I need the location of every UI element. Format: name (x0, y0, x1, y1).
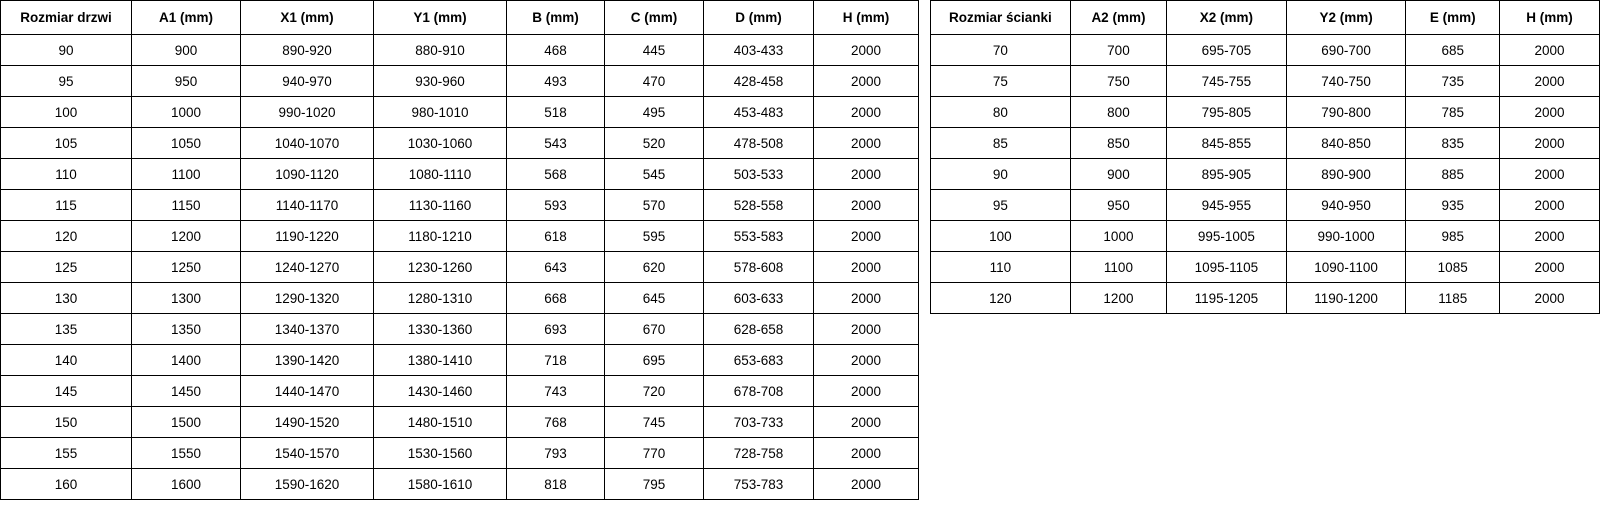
cell: 1590-1620 (241, 469, 374, 500)
cell: 653-683 (704, 345, 814, 376)
cell: 850 (1070, 128, 1166, 159)
column-header-rozmiar-scianki: Rozmiar ścianki (931, 1, 1071, 35)
cell: 1195-1205 (1167, 283, 1287, 314)
cell: 800 (1070, 97, 1166, 128)
cell: 110 (1, 159, 132, 190)
cell: 950 (132, 66, 241, 97)
cell: 470 (605, 66, 704, 97)
cell: 2000 (1500, 128, 1600, 159)
cell: 545 (605, 159, 704, 190)
cell: 135 (1, 314, 132, 345)
cell: 145 (1, 376, 132, 407)
cell: 703-733 (704, 407, 814, 438)
column-header-a2: A2 (mm) (1070, 1, 1166, 35)
column-header-a1: A1 (mm) (132, 1, 241, 35)
table-row (931, 128, 1600, 159)
cell: 785 (1406, 97, 1500, 128)
cell: 950 (1070, 190, 1166, 221)
cell: 85 (931, 128, 1071, 159)
wall-size-table-container (930, 0, 1600, 314)
cell: 745-755 (1167, 66, 1287, 97)
cell: 105 (1, 128, 132, 159)
cell: 890-900 (1286, 159, 1406, 190)
column-header-rozmiar-drzwi: Rozmiar drzwi (1, 1, 132, 35)
cell: 1440-1470 (241, 376, 374, 407)
cell: 155 (1, 438, 132, 469)
cell: 985 (1406, 221, 1500, 252)
cell: 90 (1, 35, 132, 66)
cell: 130 (1, 283, 132, 314)
cell: 100 (931, 221, 1071, 252)
cell: 1540-1570 (241, 438, 374, 469)
table-row (1, 407, 919, 438)
cell: 743 (507, 376, 605, 407)
cell: 1050 (132, 128, 241, 159)
table-row (931, 283, 1600, 314)
cell: 100 (1, 97, 132, 128)
cell: 568 (507, 159, 605, 190)
cell: 2000 (1500, 252, 1600, 283)
column-header-b: B (mm) (507, 1, 605, 35)
cell: 1330-1360 (374, 314, 507, 345)
table-row (1, 283, 919, 314)
cell: 403-433 (704, 35, 814, 66)
cell: 2000 (814, 97, 919, 128)
cell: 1490-1520 (241, 407, 374, 438)
cell: 1390-1420 (241, 345, 374, 376)
cell: 1100 (132, 159, 241, 190)
table-row (1, 252, 919, 283)
table-row (1, 376, 919, 407)
cell: 578-608 (704, 252, 814, 283)
table-row (1, 35, 919, 66)
cell: 2000 (814, 35, 919, 66)
cell: 700 (1070, 35, 1166, 66)
cell: 1080-1110 (374, 159, 507, 190)
cell: 995-1005 (1167, 221, 1287, 252)
cell: 528-558 (704, 190, 814, 221)
cell: 2000 (814, 314, 919, 345)
cell: 1190-1200 (1286, 283, 1406, 314)
cell: 2000 (814, 221, 919, 252)
cell: 695-705 (1167, 35, 1287, 66)
doors-table-header (1, 1, 919, 35)
cell: 2000 (814, 252, 919, 283)
cell: 493 (507, 66, 605, 97)
table-row (1, 159, 919, 190)
cell: 2000 (1500, 190, 1600, 221)
cell: 1095-1105 (1167, 252, 1287, 283)
table-row (1, 128, 919, 159)
column-header-d: D (mm) (704, 1, 814, 35)
cell: 753-783 (704, 469, 814, 500)
column-header-h: H (mm) (1500, 1, 1600, 35)
column-header-h: H (mm) (814, 1, 919, 35)
cell: 768 (507, 407, 605, 438)
cell: 2000 (814, 469, 919, 500)
cell: 1530-1560 (374, 438, 507, 469)
cell: 2000 (814, 345, 919, 376)
cell: 428-458 (704, 66, 814, 97)
cell: 940-950 (1286, 190, 1406, 221)
cell: 1130-1160 (374, 190, 507, 221)
table-header-row (931, 1, 1600, 35)
cell: 845-855 (1167, 128, 1287, 159)
cell: 503-533 (704, 159, 814, 190)
cell: 2000 (814, 407, 919, 438)
cell: 1340-1370 (241, 314, 374, 345)
cell: 2000 (814, 376, 919, 407)
table-row (1, 66, 919, 97)
cell: 618 (507, 221, 605, 252)
table-row (1, 221, 919, 252)
cell: 980-1010 (374, 97, 507, 128)
table-row (931, 97, 1600, 128)
cell: 1290-1320 (241, 283, 374, 314)
cell: 468 (507, 35, 605, 66)
cell: 1240-1270 (241, 252, 374, 283)
table-row (1, 345, 919, 376)
cell: 930-960 (374, 66, 507, 97)
cell: 520 (605, 128, 704, 159)
cell: 495 (605, 97, 704, 128)
cell: 1140-1170 (241, 190, 374, 221)
cell: 880-910 (374, 35, 507, 66)
cell: 2000 (1500, 159, 1600, 190)
cell: 1230-1260 (374, 252, 507, 283)
cell: 620 (605, 252, 704, 283)
cell: 1380-1410 (374, 345, 507, 376)
cell: 1090-1120 (241, 159, 374, 190)
cell: 95 (931, 190, 1071, 221)
cell: 478-508 (704, 128, 814, 159)
cell: 1200 (1070, 283, 1166, 314)
cell: 750 (1070, 66, 1166, 97)
cell: 2000 (814, 283, 919, 314)
cell: 795 (605, 469, 704, 500)
table-row (1, 314, 919, 345)
cell: 115 (1, 190, 132, 221)
cell: 1500 (132, 407, 241, 438)
cell: 2000 (814, 190, 919, 221)
cell: 1000 (132, 97, 241, 128)
cell: 690-700 (1286, 35, 1406, 66)
cell: 2000 (814, 128, 919, 159)
cell: 120 (1, 221, 132, 252)
table-row (931, 252, 1600, 283)
cell: 835 (1406, 128, 1500, 159)
cell: 940-970 (241, 66, 374, 97)
cell: 1580-1610 (374, 469, 507, 500)
cell: 2000 (814, 66, 919, 97)
cell: 643 (507, 252, 605, 283)
cell: 1250 (132, 252, 241, 283)
cell: 1300 (132, 283, 241, 314)
table-row (1, 438, 919, 469)
cell: 110 (931, 252, 1071, 283)
cell: 518 (507, 97, 605, 128)
column-header-e: E (mm) (1406, 1, 1500, 35)
cell: 2000 (814, 159, 919, 190)
table-row (1, 190, 919, 221)
cell: 1000 (1070, 221, 1166, 252)
cell: 885 (1406, 159, 1500, 190)
cell: 75 (931, 66, 1071, 97)
column-header-x2: X2 (mm) (1167, 1, 1287, 35)
cell: 1450 (132, 376, 241, 407)
cell: 1040-1070 (241, 128, 374, 159)
cell: 1085 (1406, 252, 1500, 283)
cell: 1280-1310 (374, 283, 507, 314)
cell: 595 (605, 221, 704, 252)
column-header-y1: Y1 (mm) (374, 1, 507, 35)
cell: 1480-1510 (374, 407, 507, 438)
cell: 2000 (814, 438, 919, 469)
cell: 1030-1060 (374, 128, 507, 159)
wall-table-body (931, 35, 1600, 314)
cell: 720 (605, 376, 704, 407)
cell: 2000 (1500, 221, 1600, 252)
cell: 125 (1, 252, 132, 283)
cell: 1600 (132, 469, 241, 500)
cell: 1430-1460 (374, 376, 507, 407)
doors-table-body (1, 35, 919, 500)
cell: 70 (931, 35, 1071, 66)
cell: 900 (132, 35, 241, 66)
cell: 668 (507, 283, 605, 314)
cell: 80 (931, 97, 1071, 128)
table-row (931, 221, 1600, 252)
cell: 1550 (132, 438, 241, 469)
cell: 95 (1, 66, 132, 97)
column-header-x1: X1 (mm) (241, 1, 374, 35)
cell: 990-1020 (241, 97, 374, 128)
table-row (931, 159, 1600, 190)
cell: 593 (507, 190, 605, 221)
column-header-y2: Y2 (mm) (1286, 1, 1406, 35)
cell: 150 (1, 407, 132, 438)
cell: 140 (1, 345, 132, 376)
cell: 2000 (1500, 97, 1600, 128)
cell: 120 (931, 283, 1071, 314)
cell: 693 (507, 314, 605, 345)
table-row (931, 35, 1600, 66)
cell: 900 (1070, 159, 1166, 190)
cell: 793 (507, 438, 605, 469)
cell: 790-800 (1286, 97, 1406, 128)
table-row (931, 190, 1600, 221)
cell: 745 (605, 407, 704, 438)
cell: 1090-1100 (1286, 252, 1406, 283)
cell: 895-905 (1167, 159, 1287, 190)
cell: 670 (605, 314, 704, 345)
cell: 543 (507, 128, 605, 159)
cell: 445 (605, 35, 704, 66)
cell: 728-758 (704, 438, 814, 469)
cell: 1185 (1406, 283, 1500, 314)
cell: 553-583 (704, 221, 814, 252)
cell: 990-1000 (1286, 221, 1406, 252)
cell: 770 (605, 438, 704, 469)
cell: 945-955 (1167, 190, 1287, 221)
cell: 740-750 (1286, 66, 1406, 97)
cell: 795-805 (1167, 97, 1287, 128)
cell: 890-920 (241, 35, 374, 66)
cell: 685 (1406, 35, 1500, 66)
cell: 840-850 (1286, 128, 1406, 159)
cell: 1100 (1070, 252, 1166, 283)
cell: 2000 (1500, 283, 1600, 314)
cell: 1150 (132, 190, 241, 221)
cell: 735 (1406, 66, 1500, 97)
cell: 1200 (132, 221, 241, 252)
cell: 570 (605, 190, 704, 221)
cell: 1400 (132, 345, 241, 376)
cell: 678-708 (704, 376, 814, 407)
cell: 695 (605, 345, 704, 376)
wall-size-table (930, 0, 1600, 314)
cell: 1180-1210 (374, 221, 507, 252)
cell: 718 (507, 345, 605, 376)
cell: 818 (507, 469, 605, 500)
cell: 453-483 (704, 97, 814, 128)
table-row (1, 97, 919, 128)
cell: 1190-1220 (241, 221, 374, 252)
cell: 2000 (1500, 66, 1600, 97)
cell: 603-633 (704, 283, 814, 314)
cell: 160 (1, 469, 132, 500)
cell: 1350 (132, 314, 241, 345)
table-row (1, 469, 919, 500)
column-header-c: C (mm) (605, 1, 704, 35)
wall-table-header (931, 1, 1600, 35)
cell: 935 (1406, 190, 1500, 221)
cell: 2000 (1500, 35, 1600, 66)
cell: 645 (605, 283, 704, 314)
cell: 628-658 (704, 314, 814, 345)
table-row (931, 66, 1600, 97)
cell: 90 (931, 159, 1071, 190)
table-header-row (1, 1, 919, 35)
